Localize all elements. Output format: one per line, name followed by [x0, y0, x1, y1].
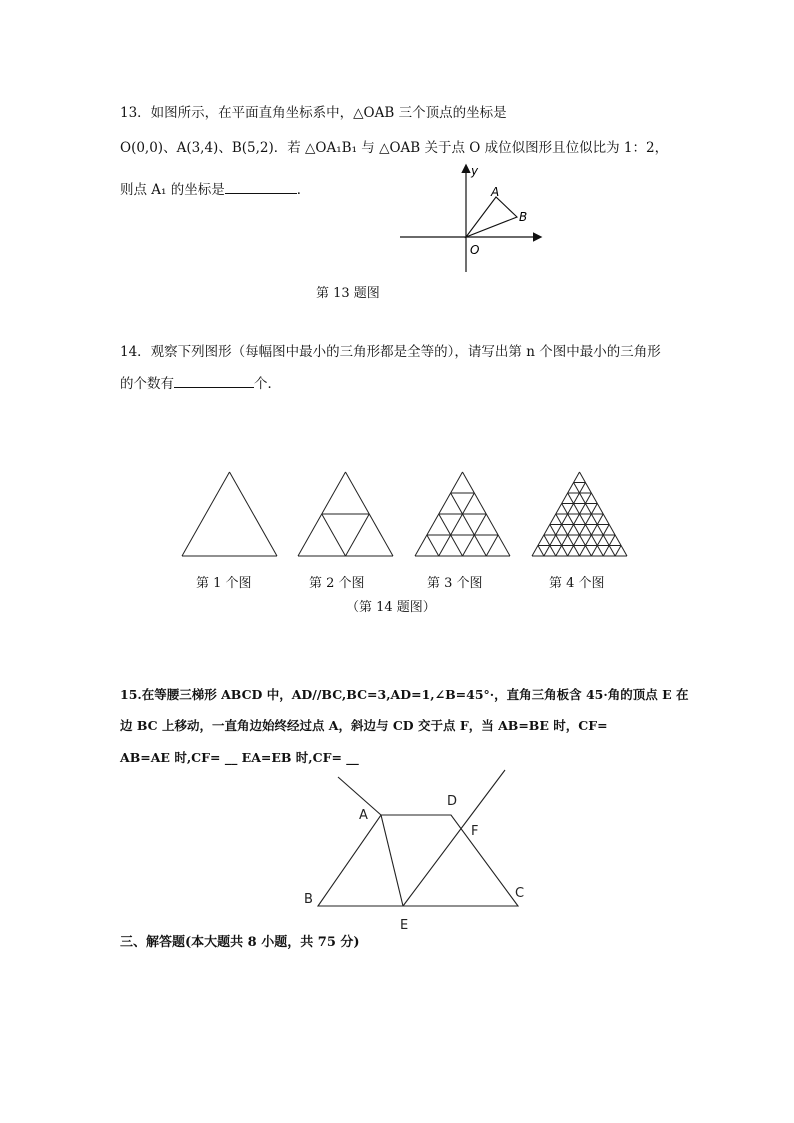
q14-triangle-line: [562, 504, 592, 557]
q13-y-label: y: [471, 164, 479, 178]
section3-heading: 三、解答题(本大题共 8 小题，共 75 分): [120, 935, 360, 950]
q15-line2: 边 BC 上移动，一直角边始终经过点 A，斜边与 CD 交于点 F，当 AB=BE 时，CF=: [120, 718, 608, 733]
q14-triangle-line: [439, 493, 475, 556]
q14-triangle-line: [427, 535, 439, 556]
q15-line3: AB=AE 时,CF= __ EA=EB 时,CF= __: [120, 750, 359, 765]
q15-trapezoid-figure: [296, 765, 536, 935]
q13-line3: [120, 181, 310, 199]
q14-figure-4: [532, 472, 627, 556]
q15-hypotenuse-line: [403, 770, 505, 906]
q14-line1: 14．观察下列图形（每幅图中最小的三角形都是全等的），请写出第 n 个图中最小的三角形: [120, 344, 661, 360]
q14-figure-2: [298, 472, 393, 556]
q13-caption: 第 13 题图: [316, 286, 380, 301]
q13-line3-prefix: 则点 A₁ 的坐标是: [120, 182, 225, 198]
q15-label-a: A: [359, 808, 368, 823]
q15-label-e: E: [400, 918, 409, 933]
q14-label-4: 第 4 个图: [549, 576, 605, 591]
q14-label-1: 第 1 个图: [196, 576, 252, 591]
q14-line2: [120, 375, 281, 393]
q14-triangle-line: [538, 546, 544, 557]
q13-line3-suffix: ．: [296, 182, 311, 198]
q15-label-f: F: [471, 824, 479, 839]
q14-line2-prefix: 的个数有: [120, 376, 174, 392]
q14-triangle-line: [322, 514, 346, 556]
q14-figure-1: [182, 472, 277, 556]
q14-caption: （第 14 题图）: [346, 600, 436, 615]
q14-triangle-line: [182, 472, 230, 556]
q14-figure-3: [415, 472, 510, 556]
q14-triangle-line: [615, 546, 621, 557]
q14-triangle-line: [486, 535, 498, 556]
q15-segment-ae: [381, 815, 403, 906]
q14-label-2: 第 2 个图: [309, 576, 365, 591]
q14-triangle-line: [230, 472, 278, 556]
q14-triangle-line: [451, 493, 487, 556]
q14-triangle-line: [544, 483, 586, 557]
q15-trapezoid-abcd: [318, 815, 518, 906]
q15-label-c: C: [515, 886, 525, 901]
q13-line2: O(0,0)、A(3,4)、B(5,2)．若 △OA₁B₁ 与 △OAB 关于点 O 成位似图形且位似比为 1：2，: [120, 140, 669, 156]
q13-point-b-label: B: [519, 210, 528, 224]
q15-label-d: D: [447, 794, 458, 809]
q13-point-a-label: A: [491, 185, 500, 199]
q13-triangle-oab: [466, 197, 517, 237]
q14-triangle-figures: [170, 460, 640, 570]
q14-triangle-line: [568, 504, 598, 557]
q14-triangle-line: [574, 483, 616, 557]
q14-line2-suffix: 个．: [254, 376, 281, 392]
q14-answer-blank[interactable]: [174, 375, 254, 388]
q14-triangle-line: [346, 514, 370, 556]
q13-answer-blank[interactable]: [225, 181, 297, 194]
q13-line1: 13．如图所示，在平面直角坐标系中，△OAB 三个顶点的坐标是: [120, 105, 507, 121]
q13-coordinate-figure: [398, 160, 548, 275]
q14-label-3: 第 3 个图: [427, 576, 483, 591]
q15-line1: 15.在等腰三梯形 ABCD 中，AD//BC,BC=3,AD=1,∠B=45°·，直角三角板含 45·角的顶点 E 在: [120, 687, 689, 702]
q15-label-b: B: [304, 892, 313, 907]
q13-origin-label: O: [470, 243, 480, 257]
